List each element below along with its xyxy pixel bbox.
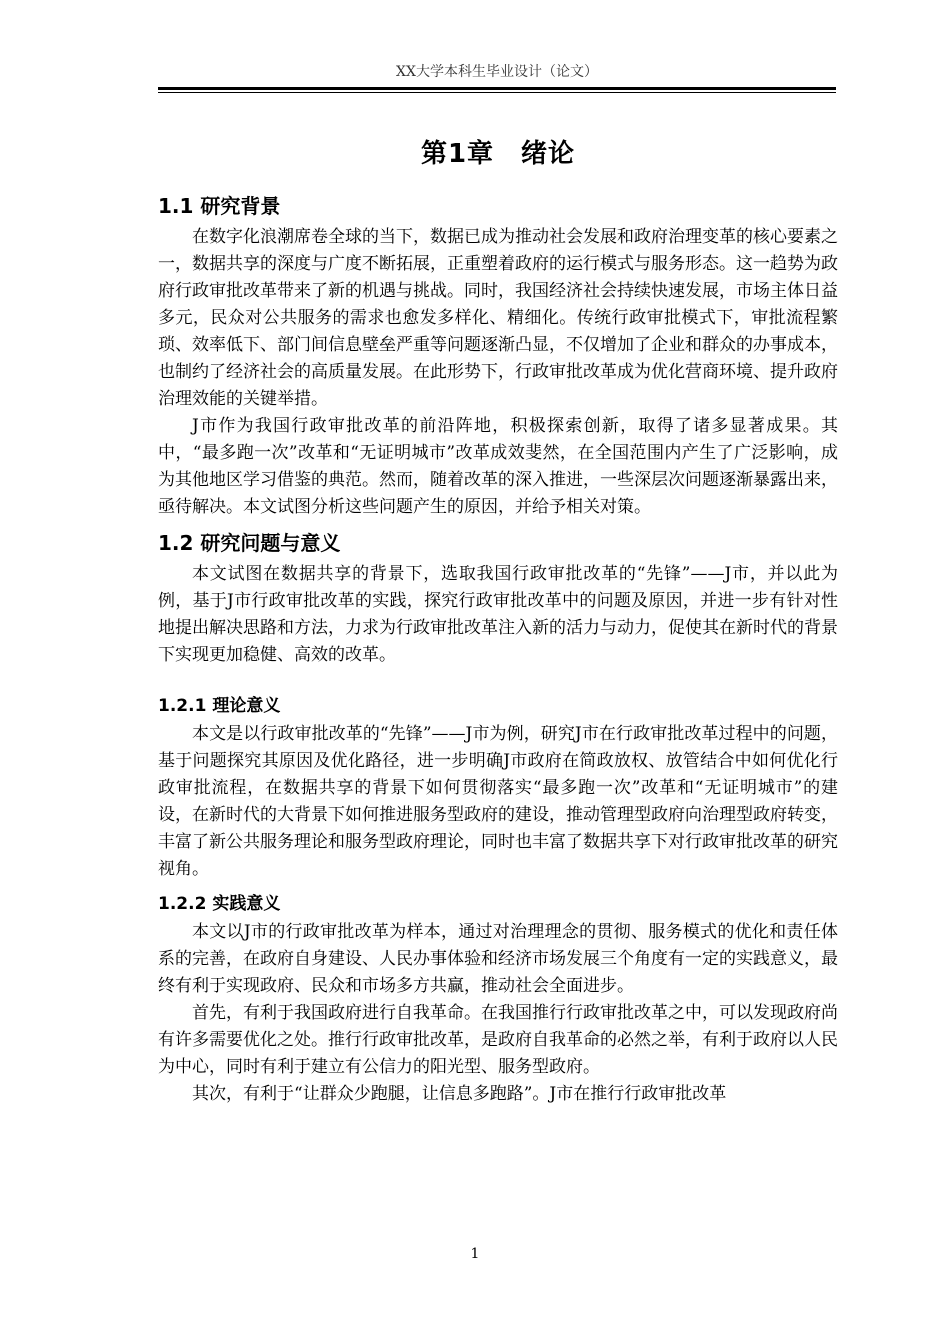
- paragraph: 本文以J市的行政审批改革为样本，通过对治理理念的贯彻、服务模式的优化和责任体系的完善，在政府自身建设、人民办事体验和经济市场发展三个角度有一定的实践意义，最终有利于实现政府、民众和市场多方共赢，推动社会全面进步。: [158, 922, 838, 996]
- subsection-heading-1-2-1: 1.2.1 理论意义: [158, 696, 281, 716]
- paragraph: J市作为我国行政审批改革的前沿阵地，积极探索创新，取得了诸多显著成果。其中，“最多跑一次”改革和“无证明城市”改革成效斐然，在全国范围内产生了广泛影响，成为其他地区学习借鉴的典范。然而，随着改革的深入推进，一些深层次问题逐渐暴露出来，亟待解决。本文试图分析这些问题产生的原因，并给予相关对策。: [158, 416, 838, 517]
- paragraph: 首先，有利于我国政府进行自我革命。在我国推行行政审批改革之中，可以发现政府尚有许多需要优化之处。推行行政审批改革，是政府自我革命的必然之举，有利于政府以人民为中心，同时有利于建立有公信力的阳光型、服务型政府。: [158, 1003, 838, 1077]
- paragraph: 本文是以行政审批改革的“先锋”——J市为例，研究J市在行政审批改革过程中的问题，基于问题探究其原因及优化路径，进一步明确J市政府在简政放权、放管结合中如何优化行政审批流程，在数据共享的背景下如何贯彻落实“最多跑一次”改革和“无证明城市”的建设，在新时代的大背景下如何推进服务型政府的建设，推动管理型政府向治理型政府转变，丰富了新公共服务理论和服务型政府理论，同时也丰富了数据共享下对行政审批改革的研究视角。: [158, 724, 838, 879]
- header-rule-thin: [158, 92, 836, 93]
- paragraph: 其次，有利于“让群众少跑腿，让信息多跑路”。J市在推行行政审批改革: [192, 1084, 727, 1104]
- chapter-title: 第1章 绪论: [420, 139, 576, 169]
- paragraph: 本文试图在数据共享的背景下，选取我国行政审批改革的“先锋”——J市，并以此为例，基于J市行政审批改革的实践，探究行政审批改革中的问题及原因，并进一步有针对性地提出解决思路和方法，力求为行政审批改革注入新的活力与动力，促使其在新时代的背景下实现更加稳健、高效的改革。: [158, 564, 838, 665]
- section-heading-1-2: 1.2 研究问题与意义: [158, 531, 341, 555]
- page-number: 1: [470, 1246, 480, 1262]
- section-heading-1-1: 1.1 研究背景: [158, 194, 281, 218]
- page-content: [158, 132, 838, 1108]
- spacer: [158, 669, 838, 691]
- paragraph: 在数字化浪潮席卷全球的当下，数据已成为推动社会发展和政府治理变革的核心要素之一，数据共享的深度与广度不断拓展，正重塑着政府的运行模式与服务形态。这一趋势为政府行政审批改革带来了新的机遇与挑战。同时，我国经济社会持续快速发展，市场主体日益多元，民众对公共服务的需求也愈发多样化、精细化。传统行政审批模式下，审批流程繁琐、效率低下、部门间信息壁垒严重等问题逐渐凸显，不仅增加了企业和群众的办事成本，也制约了经济社会的高质量发展。在此形势下，行政审批改革成为优化营商环境、提升政府治理效能的关键举措。: [158, 227, 838, 409]
- subsection-heading-1-2-2: 1.2.2 实践意义: [158, 894, 281, 914]
- running-header: XX大学本科生毕业设计（论文）: [396, 64, 598, 80]
- header-rule-thick: [158, 87, 836, 90]
